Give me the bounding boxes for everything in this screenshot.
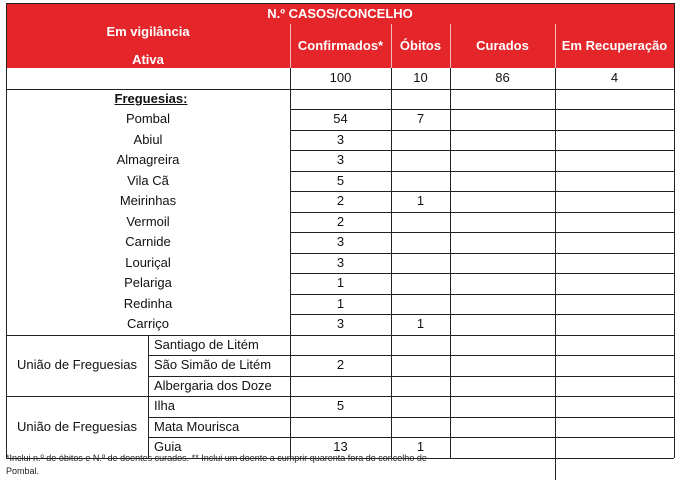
v-rule xyxy=(148,335,149,397)
table-title: N.º CASOS/CONCELHO xyxy=(6,3,674,24)
freguesia-obitos xyxy=(391,253,450,274)
uniao-member-obitos: 1 xyxy=(416,439,425,455)
h-rule xyxy=(6,3,674,4)
header-divider xyxy=(290,24,291,68)
freguesia-name: Redinha xyxy=(123,295,173,311)
header-curados: Curados xyxy=(450,24,555,68)
freguesia-obitos: 1 xyxy=(416,316,425,332)
freguesia-obitos xyxy=(391,150,450,171)
uniao-member-obitos xyxy=(391,417,450,438)
freguesia-name: Louriçal xyxy=(125,254,171,270)
freguesia-obitos xyxy=(391,171,450,192)
v-rule xyxy=(391,68,392,458)
freguesia-name: Pelariga xyxy=(124,275,172,291)
uniao-member-obitos xyxy=(391,376,450,397)
freguesia-obitos xyxy=(391,212,450,233)
header-vigilancia: Em vigilância Ativa xyxy=(6,24,290,68)
total-confirmados: 100 xyxy=(329,70,352,86)
freguesia-confirmados: 5 xyxy=(336,172,345,188)
freguesia-confirmados: 3 xyxy=(336,234,345,250)
freguesia-obitos xyxy=(391,130,450,151)
header-recuperacao: Em Recuperação xyxy=(555,24,674,68)
freguesia-name: Carnide xyxy=(125,234,171,250)
v-rule xyxy=(674,3,675,458)
freguesia-name: Vila Cã xyxy=(127,172,169,188)
freguesia-confirmados: 3 xyxy=(336,152,345,168)
uniao-member-name: Guia xyxy=(154,439,182,455)
total-curados: 86 xyxy=(495,70,510,86)
freguesia-confirmados: 3 xyxy=(336,316,345,332)
header-divider xyxy=(555,24,556,68)
freguesia-obitos: 1 xyxy=(416,193,425,209)
uniao-member-confirmados: 2 xyxy=(336,357,345,373)
freguesia-confirmados: 1 xyxy=(336,275,345,291)
uniao-member-confirmados xyxy=(290,335,391,356)
freguesia-obitos xyxy=(391,273,450,294)
uniao-member-confirmados xyxy=(290,417,391,438)
freguesia-confirmados: 2 xyxy=(336,193,345,209)
freguesia-name: Carriço xyxy=(127,316,169,332)
uniao-member-obitos xyxy=(391,335,450,356)
header-confirmados: Confirmados* xyxy=(290,24,391,68)
uniao-member-name: Ilha xyxy=(154,398,175,414)
freguesia-name: Pombal xyxy=(125,111,171,127)
freguesias-label: Freguesias: xyxy=(114,90,188,106)
header-divider xyxy=(391,24,392,68)
freguesia-obitos: 7 xyxy=(416,111,425,127)
header-divider xyxy=(450,24,451,68)
freguesia-confirmados: 1 xyxy=(336,295,345,311)
uniao-label: União de Freguesias xyxy=(17,357,137,373)
total-recuperacao: 4 xyxy=(610,70,619,86)
freguesia-name: Abiul xyxy=(133,131,163,147)
freguesia-name: Meirinhas xyxy=(119,193,177,209)
v-rule xyxy=(555,68,556,480)
freguesia-obitos xyxy=(391,294,450,315)
freguesia-confirmados: 2 xyxy=(336,213,345,229)
uniao-member-name: Mata Mourisca xyxy=(154,418,240,434)
uniao-member-confirmados: 13 xyxy=(333,439,348,455)
freguesia-confirmados: 54 xyxy=(333,111,348,127)
total-obitos: 10 xyxy=(413,70,428,86)
header-obitos: Óbitos xyxy=(391,24,450,68)
uniao-member-obitos xyxy=(391,396,450,417)
uniao-member-name: São Simão de Litém xyxy=(154,357,272,373)
uniao-member-name: Albergaria dos Doze xyxy=(154,377,272,393)
footnote: *Inclui n.º de óbitos e N.º de doentes curados. ** Inclui um doente a cumprir quarenta fora do concelho de Pombal. xyxy=(6,453,427,476)
uniao-label: União de Freguesias xyxy=(17,418,137,434)
v-rule xyxy=(450,68,451,458)
uniao-member-obitos xyxy=(391,355,450,376)
freguesia-obitos xyxy=(391,232,450,253)
freguesia-name: Almagreira xyxy=(116,152,180,168)
uniao-member-confirmados: 5 xyxy=(336,398,345,414)
uniao-member-name: Santiago de Litém xyxy=(154,336,259,352)
freguesia-name: Vermoil xyxy=(126,213,170,229)
v-rule xyxy=(290,68,291,458)
freguesia-confirmados: 3 xyxy=(336,254,345,270)
freguesia-confirmados: 3 xyxy=(336,131,345,147)
uniao-member-confirmados xyxy=(290,376,391,397)
v-rule xyxy=(6,3,7,458)
v-rule xyxy=(148,396,149,458)
